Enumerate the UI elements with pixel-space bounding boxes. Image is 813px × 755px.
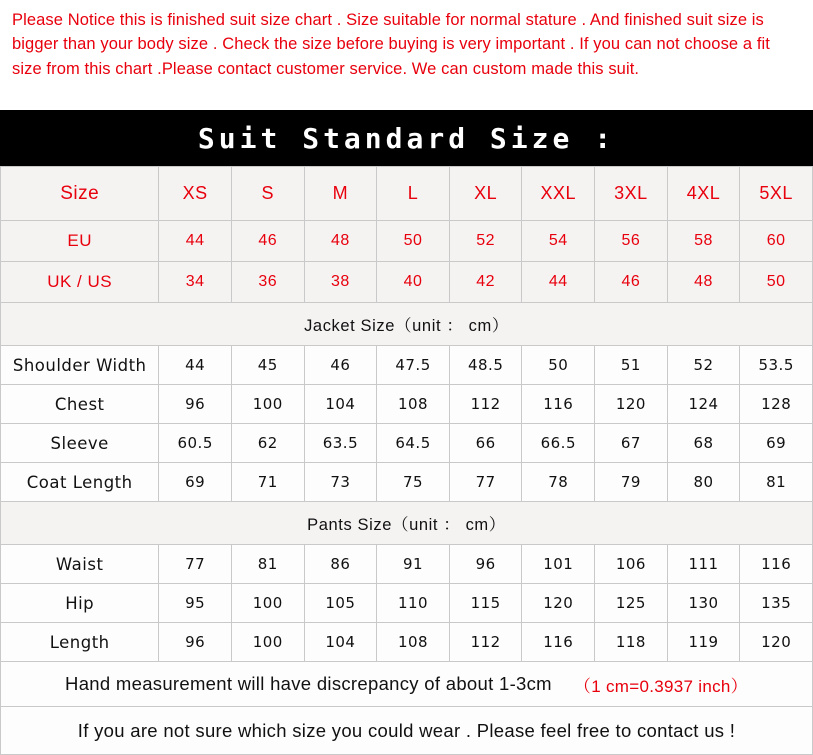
conversion-note-text: （1 cm=0.3937 inch） xyxy=(573,676,748,696)
cell-shoulder-xs: 44 xyxy=(159,346,232,385)
cell-coatlength-4xl: 80 xyxy=(667,463,740,502)
row-label-coat-length: Coat Length xyxy=(1,463,159,502)
cell-sleeve-m: 63.5 xyxy=(304,424,377,463)
row-label-sleeve: Sleeve xyxy=(1,424,159,463)
cell-hip-4xl: 130 xyxy=(667,584,740,623)
section-row-pants xyxy=(1,502,813,545)
cell-waist-xl: 96 xyxy=(449,545,522,584)
cell-shoulder-l: 47.5 xyxy=(377,346,450,385)
measurement-note-text: Hand measurement will have discrepancy of about 1-3cm xyxy=(65,673,552,694)
table-row xyxy=(1,584,813,623)
cell-chest-l: 108 xyxy=(377,385,450,424)
cell-coatlength-s: 71 xyxy=(231,463,304,502)
cell-hip-xl: 115 xyxy=(449,584,522,623)
cell-eu-xs: 44 xyxy=(159,221,232,262)
cell-coatlength-xxl: 78 xyxy=(522,463,595,502)
cell-length-5xl: 120 xyxy=(740,623,813,662)
cell-chest-3xl: 120 xyxy=(595,385,668,424)
cell-length-l: 108 xyxy=(377,623,450,662)
cell-hip-s: 100 xyxy=(231,584,304,623)
cell-sleeve-xxl: 66.5 xyxy=(522,424,595,463)
cell-eu-3xl: 56 xyxy=(595,221,668,262)
cell-hip-xs: 95 xyxy=(159,584,232,623)
cell-ukus-xxl: 44 xyxy=(522,262,595,303)
row-label-hip: Hip xyxy=(1,584,159,623)
cell-chest-xxl: 116 xyxy=(522,385,595,424)
row-label-chest: Chest xyxy=(1,385,159,424)
cell-chest-4xl: 124 xyxy=(667,385,740,424)
row-label-eu: EU xyxy=(1,221,159,262)
cell-hip-3xl: 125 xyxy=(595,584,668,623)
header-cell-s: S xyxy=(231,167,304,221)
row-label-length: Length xyxy=(1,623,159,662)
cell-waist-4xl: 111 xyxy=(667,545,740,584)
cell-eu-xl: 52 xyxy=(449,221,522,262)
cell-sleeve-4xl: 68 xyxy=(667,424,740,463)
table-row xyxy=(1,221,813,262)
cell-hip-5xl: 135 xyxy=(740,584,813,623)
cell-ukus-xl: 42 xyxy=(449,262,522,303)
page-title: Suit Standard Size : xyxy=(197,121,616,155)
table-row xyxy=(1,424,813,463)
cell-length-4xl: 119 xyxy=(667,623,740,662)
table-row xyxy=(1,545,813,584)
cell-coatlength-5xl: 81 xyxy=(740,463,813,502)
table-row xyxy=(1,346,813,385)
cell-shoulder-3xl: 51 xyxy=(595,346,668,385)
header-cell-l: L xyxy=(377,167,450,221)
cell-eu-4xl: 58 xyxy=(667,221,740,262)
cell-waist-3xl: 106 xyxy=(595,545,668,584)
header-cell-3xl: 3XL xyxy=(595,167,668,221)
title-bar xyxy=(0,110,813,166)
cell-length-s: 100 xyxy=(231,623,304,662)
cell-waist-xs: 77 xyxy=(159,545,232,584)
cell-length-3xl: 118 xyxy=(595,623,668,662)
cell-shoulder-xxl: 50 xyxy=(522,346,595,385)
cell-length-m: 104 xyxy=(304,623,377,662)
cell-shoulder-5xl: 53.5 xyxy=(740,346,813,385)
cell-waist-l: 91 xyxy=(377,545,450,584)
cell-sleeve-5xl: 69 xyxy=(740,424,813,463)
table-header-row xyxy=(1,167,813,221)
header-cell-5xl: 5XL xyxy=(740,167,813,221)
header-cell-xl: XL xyxy=(449,167,522,221)
cell-eu-5xl: 60 xyxy=(740,221,813,262)
cell-waist-s: 81 xyxy=(231,545,304,584)
cell-sleeve-s: 62 xyxy=(231,424,304,463)
cell-shoulder-xl: 48.5 xyxy=(449,346,522,385)
cell-sleeve-l: 64.5 xyxy=(377,424,450,463)
cell-sleeve-3xl: 67 xyxy=(595,424,668,463)
section-row-jacket xyxy=(1,303,813,346)
header-cell-size: Size xyxy=(1,167,159,221)
cell-coatlength-m: 73 xyxy=(304,463,377,502)
cell-sleeve-xs: 60.5 xyxy=(159,424,232,463)
cell-chest-m: 104 xyxy=(304,385,377,424)
cell-hip-m: 105 xyxy=(304,584,377,623)
cell-eu-xxl: 54 xyxy=(522,221,595,262)
header-cell-xs: XS xyxy=(159,167,232,221)
row-label-uk-us: UK / US xyxy=(1,262,159,303)
table-row xyxy=(1,385,813,424)
cell-waist-m: 86 xyxy=(304,545,377,584)
cell-waist-5xl: 116 xyxy=(740,545,813,584)
cell-length-xl: 112 xyxy=(449,623,522,662)
header-cell-xxl: XXL xyxy=(522,167,595,221)
section-label-jacket: Jacket Size（unit ： cm） xyxy=(1,303,813,346)
cell-coatlength-l: 75 xyxy=(377,463,450,502)
row-label-waist: Waist xyxy=(1,545,159,584)
cell-hip-xxl: 120 xyxy=(522,584,595,623)
table-row xyxy=(1,262,813,303)
header-cell-m: M xyxy=(304,167,377,221)
size-table xyxy=(0,166,813,662)
cell-ukus-3xl: 46 xyxy=(595,262,668,303)
cell-coatlength-3xl: 79 xyxy=(595,463,668,502)
footer-contact-note xyxy=(0,707,813,755)
cell-ukus-s: 36 xyxy=(231,262,304,303)
header-cell-4xl: 4XL xyxy=(667,167,740,221)
cell-ukus-m: 38 xyxy=(304,262,377,303)
row-label-shoulder-width: Shoulder Width xyxy=(1,346,159,385)
cell-chest-s: 100 xyxy=(231,385,304,424)
cell-coatlength-xl: 77 xyxy=(449,463,522,502)
cell-coatlength-xs: 69 xyxy=(159,463,232,502)
cell-ukus-xs: 34 xyxy=(159,262,232,303)
cell-eu-s: 46 xyxy=(231,221,304,262)
footer-measurement-note xyxy=(0,662,813,707)
contact-note-text: If you are not sure which size you could wear . Please feel free to contact us ! xyxy=(77,719,736,741)
cell-shoulder-s: 45 xyxy=(231,346,304,385)
cell-shoulder-4xl: 52 xyxy=(667,346,740,385)
notice-banner: Please Notice this is finished suit size chart . Size suitable for normal stature . And finished suit size is bigger than your body size . Check the size before buying is very important . If you can not choose a fit size from this chart .Please contact customer service. We can custom made this suit. xyxy=(0,0,813,110)
cell-length-xs: 96 xyxy=(159,623,232,662)
cell-chest-5xl: 128 xyxy=(740,385,813,424)
table-row xyxy=(1,463,813,502)
cell-ukus-l: 40 xyxy=(377,262,450,303)
cell-shoulder-m: 46 xyxy=(304,346,377,385)
cell-sleeve-xl: 66 xyxy=(449,424,522,463)
cell-chest-xl: 112 xyxy=(449,385,522,424)
section-label-pants: Pants Size（unit ： cm） xyxy=(1,502,813,545)
cell-chest-xs: 96 xyxy=(159,385,232,424)
cell-hip-l: 110 xyxy=(377,584,450,623)
cell-length-xxl: 116 xyxy=(522,623,595,662)
cell-waist-xxl: 101 xyxy=(522,545,595,584)
cell-eu-m: 48 xyxy=(304,221,377,262)
table-row xyxy=(1,623,813,662)
cell-ukus-5xl: 50 xyxy=(740,262,813,303)
cell-ukus-4xl: 48 xyxy=(667,262,740,303)
cell-eu-l: 50 xyxy=(377,221,450,262)
